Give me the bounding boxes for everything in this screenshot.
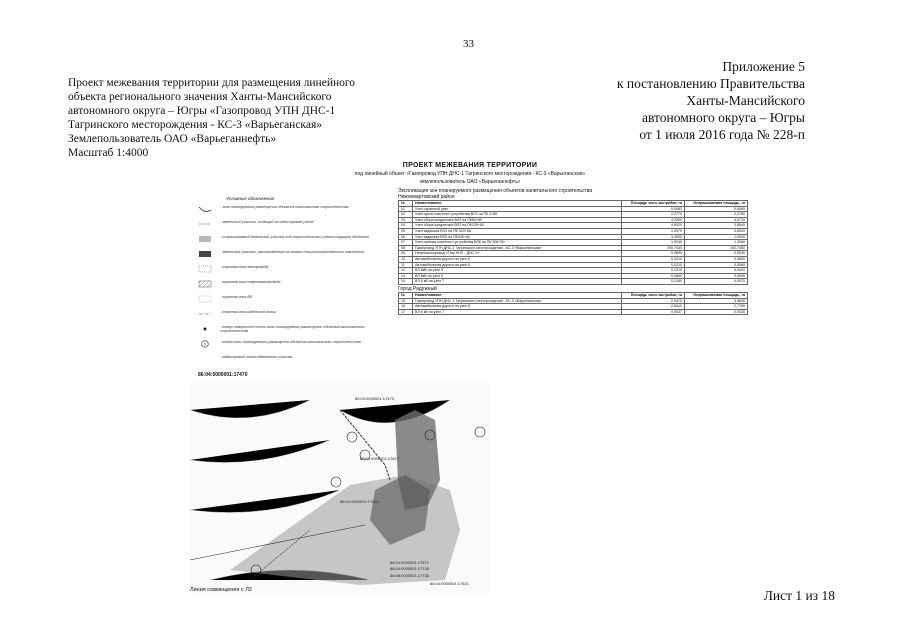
cable-zone-icon [198,310,212,318]
table-cell: 2,8410 [622,304,685,310]
table-row [399,279,748,285]
table-cell: 4,0710 [685,217,748,223]
table-cell: 4,9520 [622,223,685,229]
table-cell: 09 [399,251,413,257]
table-cell: Узел сбора конденсата ВЛ3 на ПК105+60 [413,223,622,229]
dotted-zone-icon [198,265,212,273]
table-cell: 3,8520 [685,228,748,234]
column-header: Площадь зоны застройки, га [622,292,685,298]
page-number: 33 [463,38,474,50]
table-cell: Автомобильная дорога на узел 6 [413,262,622,268]
table-cell: 192,7450 [685,245,748,251]
table-cell: 190,7440 [622,245,685,251]
map-cadastral-label: 86:04:0000001:17617 [360,456,399,461]
table-cell: 13 [399,273,413,279]
table-cell: 2,3770 [622,212,685,218]
table-cell: 0,0030 [685,251,748,257]
table-cell: 10 [399,256,413,262]
table-cell: 05 [399,228,413,234]
appendix-line: к постановлению Правительства [616,76,805,91]
table-cell: 0,0210 [622,262,685,268]
explication-tables [398,188,748,315]
table-cell: 0,3600 [685,256,748,262]
power-line-zone-icon [198,295,212,303]
explication-table-city [398,292,748,315]
project-line: Проект межевания территории для размещения линейного [68,77,356,89]
table-cell: ВЛ 6 кВ на узел 7 [413,279,622,285]
legend-title: Условные обозначения [226,196,275,201]
table-cell: 2,9470 [622,298,685,304]
map-cadastral-label: 86:04:0000001:17735 [390,566,429,571]
column-header: Испрашиваемая площадь, га [685,292,748,298]
table-cell: 0,0070 [685,279,748,285]
table-cell: 0,0037 [622,309,685,315]
legend-item: - испрашиваемый земельный участок под строительство и реконструкцию объектов [198,235,393,250]
table-cell: 3,8640 [685,223,748,229]
project-line: Землепользователь ОАО «Варьеганнефть» [68,133,277,145]
light-parcel-icon [198,235,212,243]
table-cell: Узел задвижек ВЛ5 на ПК40Б+60 [413,234,622,240]
table-cell: 17 [399,309,413,315]
table-cell: 06 [399,234,413,240]
column-header: № [399,201,413,207]
table-cell: 3,3970 [622,228,685,234]
table-cell: 01 [399,206,413,212]
table-cell: 3,5630 [685,298,748,304]
column-header: Площадь зоны застройки, га [622,201,685,207]
table-cell: 08 [399,245,413,251]
table-cell: Газопровод УПН ДНС-1 Тагринского месторождения - КС-3 «Варьеганская» [413,298,622,304]
cadastral-number-icon [198,355,212,363]
explication-table [398,200,748,285]
table-cell: 3,4500 [622,234,685,240]
dark-parcel-icon [198,250,212,258]
map-cadastral-label: 86:08:0000001:17736 [390,573,429,578]
table-cell: 0,0060 [685,206,748,212]
table-cell: 1,6540 [685,234,748,240]
table-cell: 2,7790 [685,304,748,310]
legend-cadastral-number: 86:04:0000001:17470 [198,372,248,378]
table-cell: 4,2000 [622,217,685,223]
table-cell: 07 [399,240,413,246]
map-cadastral-label: 86:04:0000001:17621 [430,581,469,586]
table-cell: 14 [399,279,413,285]
table-cell: 0,0062 [622,206,685,212]
table-cell: 1,9240 [622,240,685,246]
table-cell: 2,3780 [685,212,748,218]
table-cell: 0,0000 [685,268,748,274]
drawing-title: ПРОЕКТ МЕЖЕВАНИЯ ТЕРРИТОРИИ [402,162,538,169]
table2-caption: Город Радужный [398,285,437,292]
table-cell: Автомобильная дорога на узел 5 [413,256,622,262]
legend-item: - охранная зона газопровода [198,265,393,280]
table-cell: Автомобильная дорога на узел 6 [413,304,622,310]
project-line: объекта регионального значения Ханты-Мансийского [68,91,332,103]
dashed-parcel-icon [198,220,212,228]
table-cell: 04 [399,223,413,229]
table-cell: Узел сбора конденсата ВЛ2 на ПК52+60 [413,217,622,223]
column-header: Испрашиваемая площадь, га [685,201,748,207]
legend-item: - охранная зона кабельной линии [198,310,393,325]
table-cell: ВЛ 6кВ на узел 5 [413,268,622,274]
legend-item: - земельные участки, расположенные на землях сельскохозяйственного назначения [198,250,393,265]
table-cell: 0,0000 [685,273,748,279]
svg-text:1: 1 [203,341,207,347]
map-cadastral-label: 86:04:0000001:17621 [340,499,379,504]
zone-number-icon [198,340,212,348]
table-row [399,309,748,315]
table-cell: Нефтегазопровод «Тагр.КНС - ДНС-1» [413,251,622,257]
table-cell: 0,0080 [685,262,748,268]
drawing-subtitle: под линейный объект «Газопровод УПН ДНС-1 Тагринского месторождения - КС-3 «Варьеганская» [354,171,586,177]
table-cell: 0,0030 [685,309,748,315]
table-cell: 02 [399,212,413,218]
table-cell: 0,0890 [622,251,685,257]
legend-item: - кадастровый номер земельного участка [198,355,393,370]
table-cell: ВЛ 6 кВ на узел 7 [413,309,622,315]
drawing-sheet [190,158,750,598]
table-cell: 1,3060 [685,240,748,246]
table1-region: Нижневартовский район [398,194,455,200]
table1-caption: Экспликация зон планируемого размещения объектов капитального строительства [398,188,593,194]
map-cadastral-label: 86:04:0000001:17470 [355,396,394,401]
table-cell: 12 [399,268,413,274]
table-cell: Узел приема очистного устройства ВЛ6 на ПК 308+50 [413,240,622,246]
legend-item: - охранная зона ВЛ [198,295,393,310]
sheet-number: Лист 1 из 18 [763,588,835,603]
map-cadastral-label: 86:04:0000001:17671 [390,560,429,565]
drawing-landuser: землепользователь ОАО «Варьеганнефть» [419,179,521,185]
table-cell: 03 [399,217,413,223]
appendix-line: автономного округа – Югры [642,110,805,125]
turning-point-icon [198,325,212,333]
legend-item: - номер поворотной точки зоны планируемого размещения объектов капитального строительства [198,325,393,340]
table-cell: 0,1210 [622,268,685,274]
project-line: Тагринского месторождения - КС-3 «Варьеганская» [68,119,322,131]
project-line: автономного округа – Югры «Газопровод УПН ДНС-1 [68,105,336,117]
table-cell: 15 [399,298,413,304]
site-plan-map [190,380,490,595]
table-cell: 16 [399,304,413,310]
table-cell: Газопровод УПН ДНС-1 Тагринского месторождения - КС-3 «Варьеганская» [413,245,622,251]
table-cell: 11 [399,262,413,268]
appendix-line: от 1 июля 2016 года № 228-п [639,127,805,142]
table-cell: 0,0210 [622,256,685,262]
map-caption: Линия совмещения с Л2 [190,587,252,593]
column-header: Наименование [413,201,622,207]
legend-item: - охранная зона нефтегазопровода [198,280,393,295]
column-header: Наименование [413,292,622,298]
legend-item: - земельный участок, стоящий на кадастровом учете [198,220,393,235]
table-cell: 0,0600 [622,273,685,279]
table-cell: Узел задвижек ВЛ4 на ПК 343+5А [413,228,622,234]
zone-line-icon [198,205,212,213]
table-cell: 0,1340 [622,279,685,285]
appendix-block [545,58,805,143]
project-description [68,76,378,160]
hatched-zone-icon [198,280,212,288]
table-cell: ВЛ 6кВ на узел 6 [413,273,622,279]
table-cell: Узел охранный узел [413,206,622,212]
legend-item: - зона планируемого размещения объектов капитального строительства [198,205,393,220]
appendix-line: Приложение 5 [722,59,805,74]
project-scale: Масштаб 1:4000 [68,147,149,159]
legend-item: 1 - номер зоны планируемого размещения объектов капитального строительства [198,340,393,355]
appendix-line: Ханты-Мансийского [686,93,805,108]
column-header: № [399,292,413,298]
legend [198,196,393,378]
table-cell: Узел пуска очистного устройства ВЛ1 на ПК 1+80 [413,212,622,218]
